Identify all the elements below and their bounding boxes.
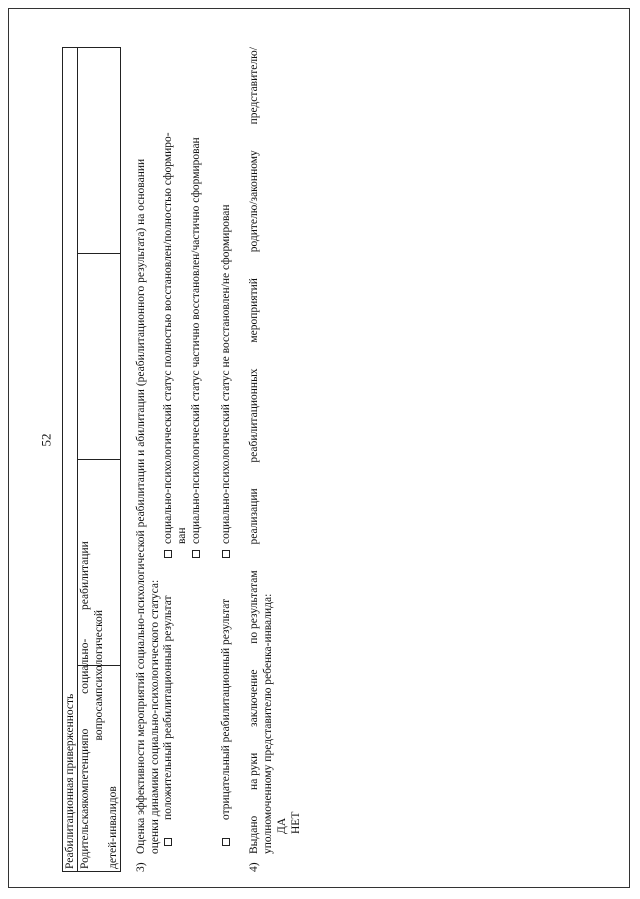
section4-word: заключение — [248, 669, 260, 727]
row-label-line2: детей-инвалидов — [107, 786, 119, 869]
option-partial-text: социально-психологический статус частично восстановлен/частично сформирован — [190, 137, 202, 544]
row-label-word: компетенция — [79, 740, 91, 804]
option-full-text-cont: ван — [176, 527, 188, 544]
section3-number: 3) — [135, 862, 147, 872]
section4-word: на руки — [248, 752, 260, 790]
table-cell-empty — [78, 48, 121, 254]
section4-word: представителю/ — [248, 47, 260, 125]
section4-number: 4) — [248, 862, 260, 872]
row-label-word: социально-психологической — [79, 609, 105, 694]
table-title: Реабилитационная приверженность — [63, 48, 78, 872]
checkbox-status-partial[interactable] — [192, 550, 200, 558]
row-label-word: по вопросам — [79, 693, 105, 741]
row-label-word: Родительская — [79, 803, 91, 869]
table-cell-empty — [78, 254, 121, 460]
section3-text-line2: оценки динамики социально-психологического статуса: — [149, 579, 161, 854]
section3-text-line1: Оценка эффективности мероприятий социально-психологической реабилитации и абилитации (реабилитационного результата) на основании — [135, 158, 147, 854]
section4-word: реабилитационных — [248, 368, 260, 463]
row-label-word: реабилитации — [79, 541, 91, 610]
rotated-document — [62, 32, 640, 872]
checkbox-status-none[interactable] — [222, 550, 230, 558]
adherence-table — [62, 47, 121, 872]
option-full-text: социально-психологический статус полностью восстановлен/полностью сформиро- — [162, 132, 174, 544]
option-none-text: социально-психологический статус не восстановлен/не сформирован — [220, 204, 232, 544]
section4-text-line1 — [247, 47, 261, 854]
checkbox-status-full[interactable] — [164, 550, 172, 558]
checkbox-negative[interactable] — [222, 838, 230, 846]
negative-result-label: отрицательный реабилитационный результат — [220, 598, 232, 820]
answer-no: НЕТ — [290, 811, 302, 834]
section4-word: мероприятий — [248, 278, 260, 343]
page-number: 52 — [38, 433, 54, 447]
section4-word: по результатам — [248, 570, 260, 644]
section4-text-line2: уполномоченному представителю ребенка-инвалида: — [262, 593, 274, 854]
answer-yes: ДА — [276, 817, 288, 834]
checkbox-positive[interactable] — [164, 838, 172, 846]
section4-word: реализации — [248, 488, 260, 545]
section4-word: Выдано — [248, 815, 260, 854]
section4-word: родителю/законному — [248, 150, 260, 253]
table-row-label — [78, 541, 121, 872]
positive-result-label: положительный реабилитационный результат — [162, 595, 174, 820]
row-label-line1 — [78, 541, 106, 869]
